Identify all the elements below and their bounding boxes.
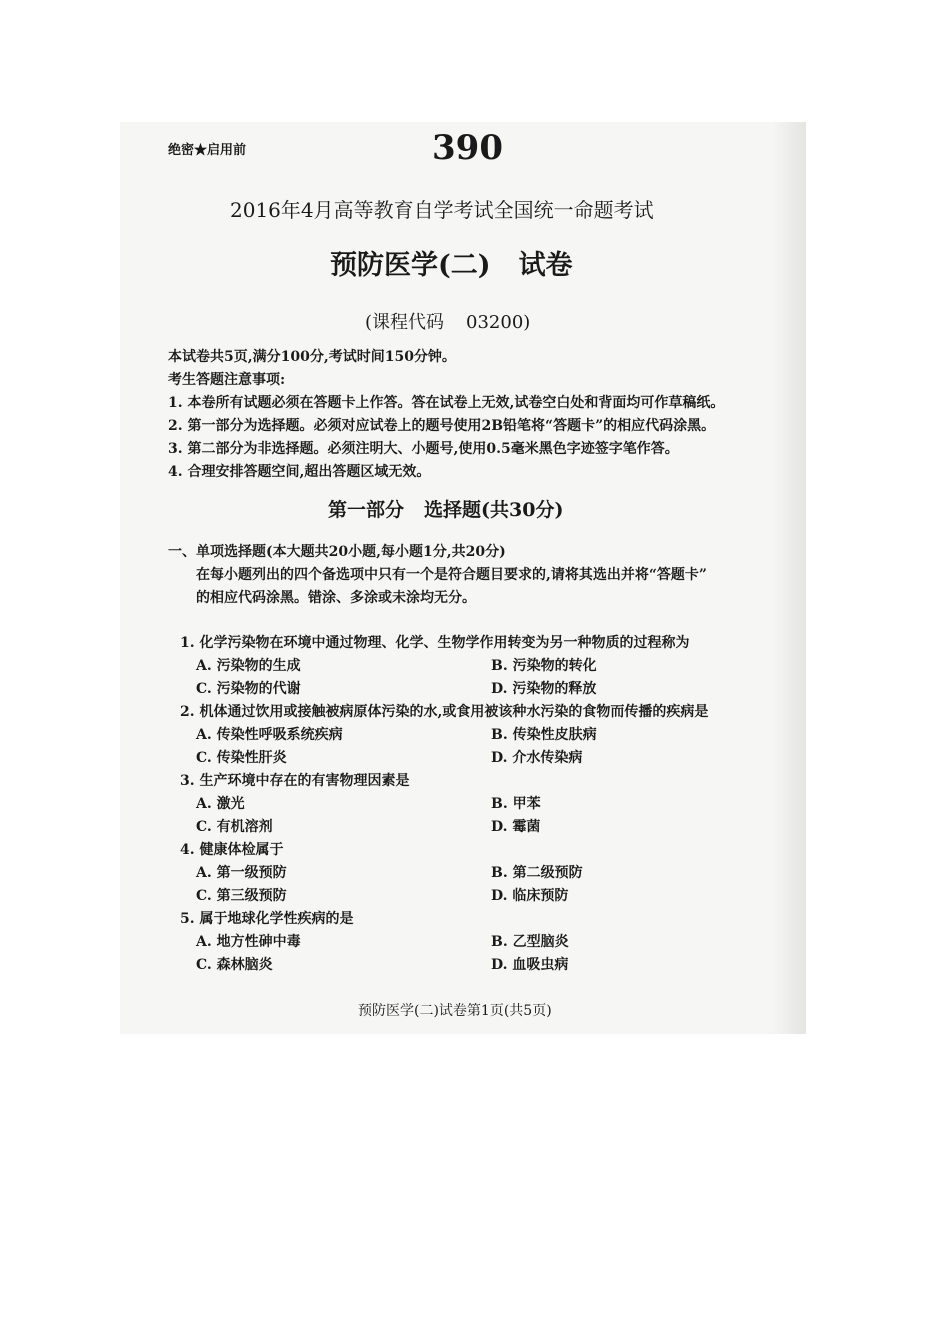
subject-title bbox=[330, 250, 573, 282]
exam-title: 2016年4月高等教育自学考试全国统一命题考试 bbox=[230, 198, 654, 222]
option: B. 传染性皮肤病 bbox=[491, 727, 597, 743]
option: A. 地方性砷中毒 bbox=[196, 934, 301, 950]
course-label: (课程代码 bbox=[365, 312, 445, 333]
option: B. 第二级预防 bbox=[491, 865, 583, 881]
course-code-line bbox=[365, 312, 530, 334]
option: A. 激光 bbox=[196, 796, 245, 812]
secret-label: 绝密★启用前 bbox=[168, 143, 247, 158]
question-stem: 1. 化学污染物在环境中通过物理、化学、生物学作用转变为另一种物质的过程称为 bbox=[180, 635, 690, 651]
scan-shadow-edge bbox=[772, 122, 806, 1034]
option: D. 介水传染病 bbox=[491, 750, 583, 766]
part1-subtitle: 选择题(共30分) bbox=[424, 499, 564, 521]
option: B. 乙型脑炎 bbox=[491, 934, 569, 950]
notes-heading: 考生答题注意事项: bbox=[168, 372, 286, 388]
section1-instructions: 的相应代码涂黑。错涂、多涂或未涂均无分。 bbox=[196, 590, 476, 606]
note-item: 3. 第二部分为非选择题。必须注明大、小题号,使用0.5毫米黑色字迹签字笔作答。 bbox=[168, 441, 679, 457]
option: B. 甲苯 bbox=[491, 796, 541, 812]
question-stem: 2. 机体通过饮用或接触被病原体污染的水,或食用被该种水污染的食物而传播的疾病是 bbox=[180, 704, 709, 720]
note-item: 2. 第一部分为选择题。必须对应试卷上的题号使用2B铅笔将“答题卡”的相应代码涂黑。 bbox=[168, 418, 716, 434]
option: C. 有机溶剂 bbox=[196, 819, 273, 835]
section1-instructions: 在每小题列出的四个备选项中只有一个是符合题目要求的,请将其选出并将“答题卡” bbox=[196, 567, 707, 583]
option: C. 传染性肝炎 bbox=[196, 750, 287, 766]
option: D. 临床预防 bbox=[491, 888, 569, 904]
option: A. 第一级预防 bbox=[196, 865, 287, 881]
option: C. 第三级预防 bbox=[196, 888, 287, 904]
section1-heading: 一、单项选择题(本大题共20小题,每小题1分,共20分) bbox=[168, 544, 506, 560]
subject-name: 预防医学(二) bbox=[330, 250, 491, 281]
note-item: 4. 合理安排答题空间,超出答题区域无效。 bbox=[168, 464, 431, 480]
exam-info: 本试卷共5页,满分100分,考试时间150分钟。 bbox=[168, 349, 456, 365]
part1-heading bbox=[328, 498, 563, 522]
option: A. 污染物的生成 bbox=[196, 658, 301, 674]
paper-code: 390 bbox=[432, 128, 503, 168]
note-item: 1. 本卷所有试题必须在答题卡上作答。答在试卷上无效,试卷空白处和背面均可作草稿纸。 bbox=[168, 395, 725, 411]
subject-suffix: 试卷 bbox=[518, 250, 573, 281]
option: D. 污染物的释放 bbox=[491, 681, 597, 697]
part1-title: 第一部分 bbox=[328, 499, 405, 521]
question-stem: 5. 属于地球化学性疾病的是 bbox=[180, 911, 354, 927]
page-footer: 预防医学(二)试卷第1页(共5页) bbox=[358, 1003, 552, 1019]
option: D. 霉菌 bbox=[491, 819, 541, 835]
question-stem: 4. 健康体检属于 bbox=[180, 842, 284, 858]
option: D. 血吸虫病 bbox=[491, 957, 569, 973]
option: B. 污染物的转化 bbox=[491, 658, 597, 674]
course-code: 03200) bbox=[466, 312, 531, 333]
question-stem: 3. 生产环境中存在的有害物理因素是 bbox=[180, 773, 410, 789]
option: A. 传染性呼吸系统疾病 bbox=[196, 727, 343, 743]
option: C. 森林脑炎 bbox=[196, 957, 273, 973]
option: C. 污染物的代谢 bbox=[196, 681, 301, 697]
